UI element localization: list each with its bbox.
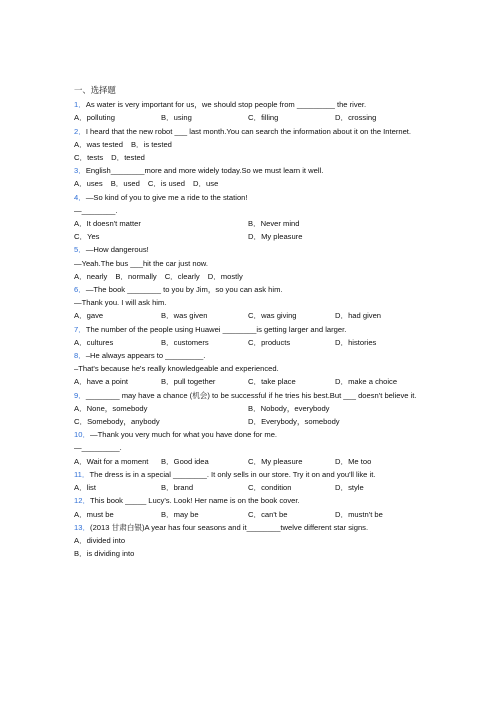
option-b[interactable]: B．is tested: [130, 139, 172, 149]
options-row: [74, 138, 424, 151]
option-c[interactable]: C．products: [248, 337, 291, 347]
option-b[interactable]: B．Nobody，everybody: [248, 403, 330, 413]
question-number: 3．: [74, 166, 86, 176]
question-number: 1．: [74, 100, 86, 110]
option-c[interactable]: C．can't be: [248, 509, 288, 519]
options-row: [74, 402, 424, 415]
question-10: [74, 428, 424, 441]
question-12: [74, 494, 424, 507]
dialogue-reply: —________.: [74, 205, 118, 215]
option-d[interactable]: D．had given: [335, 311, 382, 321]
option-c[interactable]: C．was giving: [248, 311, 297, 321]
question-9: [74, 389, 424, 402]
option-b[interactable]: B．is dividing into: [74, 549, 135, 559]
option-b[interactable]: B．Good idea: [161, 456, 209, 466]
option-b[interactable]: B．used: [110, 179, 140, 189]
options-row: [74, 177, 424, 190]
option-d[interactable]: D．mostly: [207, 271, 243, 281]
options-row: [74, 309, 424, 322]
question-number: 13．: [74, 522, 91, 532]
option-d[interactable]: D．crossing: [335, 113, 377, 123]
question-4: [74, 191, 424, 204]
question-number: 12．: [74, 496, 91, 506]
question-number: 6．: [74, 285, 86, 295]
option-d[interactable]: D．tested: [111, 153, 145, 163]
options-row: [74, 375, 424, 388]
question-8: [74, 349, 424, 362]
question-text: This book _____ Lucy's. Look! Her name is on the book cover.: [90, 496, 300, 506]
question-number: 10．: [74, 430, 91, 440]
question-text: I heard that the new robot ___ last month.You can search the information about it on the Internet.: [85, 126, 412, 136]
dialogue-reply: —Yeah.The bus ___hit the car just now.: [74, 258, 208, 268]
option-b[interactable]: B．was given: [161, 311, 208, 321]
question-text: The dress is in a special ________. It only sells in our store. Try it on and you'll like it.: [89, 469, 376, 479]
question-7: [74, 323, 424, 336]
option-a[interactable]: A．polluting: [74, 113, 115, 123]
option-a[interactable]: A．divided into: [74, 535, 126, 545]
question-text: ________ may have a chance (机会) to be successful if he tries his best.But ___ doesn't believe it.: [85, 390, 417, 400]
options-row: [74, 415, 424, 428]
option-c[interactable]: C．take place: [248, 377, 296, 387]
option-c[interactable]: C．Somebody，anybody: [74, 417, 160, 427]
question-text: —So kind of you to give me a ride to the station!: [85, 192, 248, 202]
question-3: [74, 164, 424, 177]
option-d[interactable]: D．My pleasure: [248, 232, 303, 242]
option-d[interactable]: D．histories: [335, 337, 377, 347]
options-row: [74, 151, 424, 164]
question-text: —How dangerous!: [85, 245, 149, 255]
option-c[interactable]: C．tests: [74, 153, 104, 163]
option-a[interactable]: A．nearly: [74, 271, 108, 281]
option-c[interactable]: C．condition: [248, 483, 292, 493]
question-text: English________more and more widely today.So we must learn it well.: [85, 166, 324, 176]
options-row: [74, 508, 424, 521]
section-title: 一、选择题: [74, 85, 116, 95]
question-6: [74, 283, 424, 296]
dialogue-reply: —Thank you. I will ask him.: [74, 298, 167, 308]
option-c[interactable]: C．is used: [147, 179, 185, 189]
dialogue-reply: —_________.: [74, 443, 122, 453]
question-5: [74, 243, 424, 256]
option-a[interactable]: A．gave: [74, 311, 104, 321]
question-text: As water is very important for us，we should stop people from _________ the river.: [85, 100, 367, 110]
options-row: [74, 217, 424, 230]
option-a[interactable]: A．have a point: [74, 377, 129, 387]
options-row: [74, 481, 424, 494]
option-a[interactable]: A．must be: [74, 509, 114, 519]
option-a[interactable]: A．list: [74, 483, 96, 493]
dialogue-reply: –That's because he's really knowledgeable and experienced.: [74, 364, 279, 374]
question-text: —The book ________ to you by Jim，so you can ask him.: [85, 285, 283, 295]
option-a[interactable]: A．was tested: [74, 139, 123, 149]
option-c[interactable]: C．clearly: [164, 271, 200, 281]
option-a[interactable]: A．None，somebody: [74, 403, 148, 413]
option-b[interactable]: B．Never mind: [248, 219, 300, 229]
option-b[interactable]: B．may be: [161, 509, 199, 519]
option-b[interactable]: B．normally: [115, 271, 157, 281]
option-b[interactable]: B．pull together: [161, 377, 216, 387]
question-number: 2．: [74, 126, 86, 136]
options-row: [74, 230, 424, 243]
question-text: (2013 甘肃白银)A year has four seasons and it________twelve different star signs.: [90, 522, 369, 532]
question-number: 5．: [74, 245, 86, 255]
options-row: [74, 336, 424, 349]
option-b[interactable]: B．brand: [161, 483, 194, 493]
option-c[interactable]: C．My pleasure: [248, 456, 303, 466]
option-c[interactable]: C．Yes: [74, 232, 100, 242]
question-number: 7．: [74, 324, 86, 334]
option-b[interactable]: B．customers: [161, 337, 209, 347]
question-11: [74, 468, 424, 481]
option-a[interactable]: A．uses: [74, 179, 103, 189]
options-row: [74, 111, 424, 124]
option-d[interactable]: D．Everybody，somebody: [248, 417, 340, 427]
option-d[interactable]: D．Me too: [335, 456, 372, 466]
question-number: 8．: [74, 351, 86, 361]
option-a[interactable]: A．It doesn't matter: [74, 219, 141, 229]
question-13: [74, 521, 424, 534]
option-d[interactable]: D．make a choice: [335, 377, 398, 387]
options-row: [74, 455, 424, 468]
option-d[interactable]: D．mustn't be: [335, 509, 383, 519]
question-text: —Thank you very much for what you have done for me.: [90, 430, 278, 440]
question-text: –He always appears to _________.: [85, 351, 206, 361]
question-2: [74, 125, 424, 138]
question-1: [74, 98, 424, 111]
options-row: [74, 270, 424, 283]
option-a[interactable]: A．cultures: [74, 337, 114, 347]
option-d[interactable]: D．style: [335, 483, 364, 493]
option-c[interactable]: C．filling: [248, 113, 279, 123]
option-a[interactable]: A．Wait for a moment: [74, 456, 149, 466]
question-number: 4．: [74, 192, 86, 202]
question-number: 11．: [74, 469, 90, 479]
option-d[interactable]: D．use: [192, 179, 219, 189]
question-number: 9．: [74, 390, 86, 400]
option-b[interactable]: B．using: [161, 113, 192, 123]
question-text: The number of the people using Huawei ________is getting larger and larger.: [85, 324, 347, 334]
exam-content: [74, 84, 424, 560]
